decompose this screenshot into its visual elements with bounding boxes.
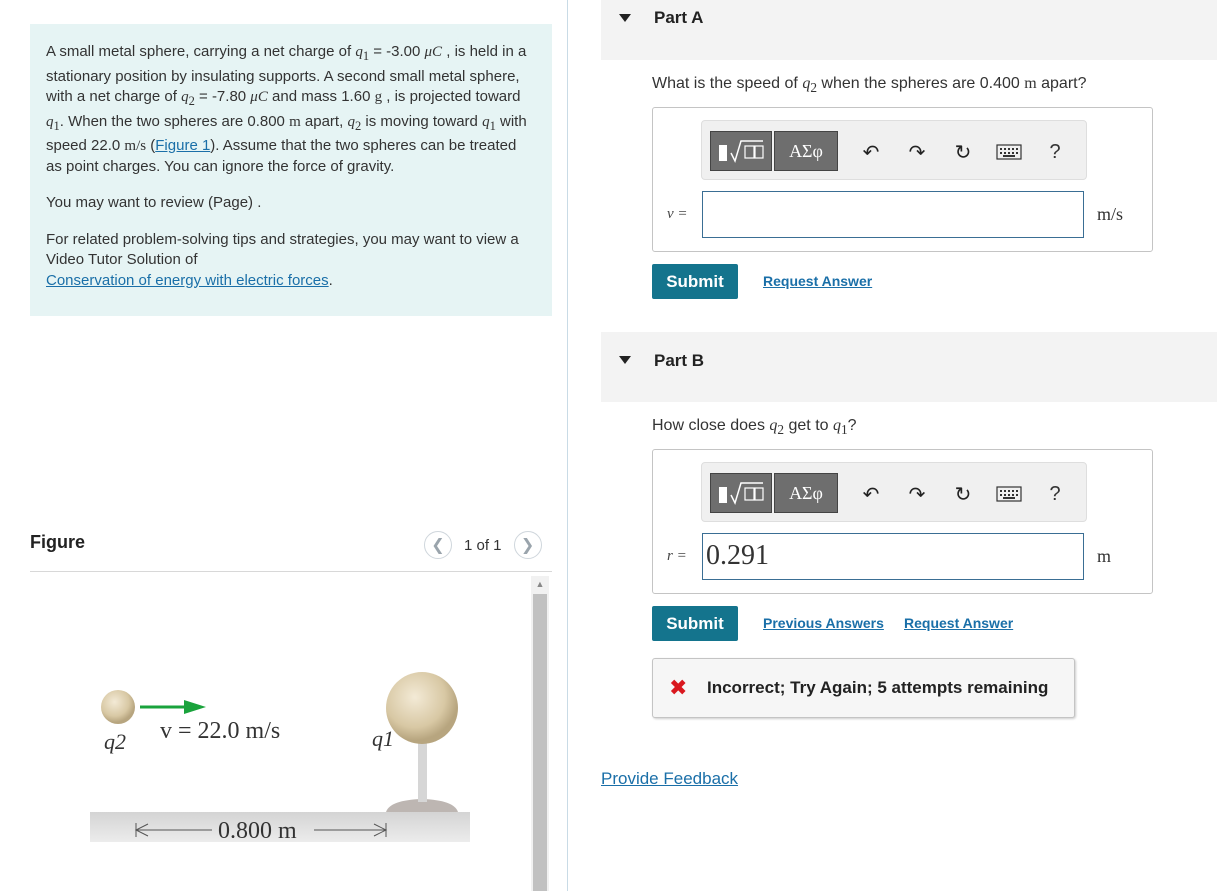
part-b-request-answer-link[interactable]: Request Answer (904, 615, 1014, 631)
figure-title: Figure (30, 532, 86, 552)
templates-button[interactable] (710, 131, 772, 171)
figure-1-link[interactable]: Figure 1 (155, 137, 211, 154)
help-icon[interactable]: ? (1049, 140, 1061, 163)
templates-button[interactable] (710, 473, 772, 513)
templates-icon (715, 137, 767, 165)
distance-label: 0.800 m (218, 818, 297, 844)
math-toolbar (701, 120, 1087, 180)
chevron-left-icon[interactable]: ❮ (424, 531, 452, 559)
figure-pager (424, 531, 542, 559)
incorrect-feedback-box (652, 658, 1075, 718)
velocity-arrow-head (184, 700, 206, 714)
part-a-submit-button[interactable]: Submit (652, 264, 738, 299)
part-a-question: What is the speed of $q_2$ when the spheres are 0.400 m apart? (652, 75, 1087, 96)
chevron-right-icon[interactable]: ❯ (514, 531, 542, 559)
redo-icon[interactable]: ↷ (908, 141, 926, 164)
var-label-v: v = (667, 206, 688, 222)
collapse-triangle-icon[interactable] (619, 14, 631, 22)
part-b-answer-box (652, 449, 1153, 594)
error-x-icon: ✖ (669, 675, 688, 700)
part-a-answer-input[interactable] (702, 191, 1084, 238)
math-toolbar (701, 462, 1087, 522)
reset-icon[interactable]: ↻ (954, 141, 972, 164)
label-q1: q1 (372, 726, 394, 751)
templates-icon (715, 479, 767, 507)
keyboard-icon[interactable] (994, 139, 1024, 165)
unit-label: m (1097, 546, 1112, 566)
review-text: You may want to review (Page) . (46, 194, 262, 211)
part-a-answer-box (652, 107, 1153, 252)
scroll-up-arrow-icon[interactable]: ▲ (535, 579, 545, 589)
label-q2: q2 (104, 729, 126, 754)
previous-answers-link[interactable]: Previous Answers (763, 615, 884, 631)
figure-scrollbar[interactable] (531, 576, 549, 891)
greek-symbols-button[interactable]: ΑΣφ (774, 131, 838, 171)
video-tutor-link[interactable]: Conservation of energy with electric forces (46, 271, 329, 289)
keyboard-icon[interactable] (994, 481, 1024, 507)
figure-header (30, 528, 552, 572)
greek-symbols-button[interactable]: ΑΣφ (774, 473, 838, 513)
panel-divider (567, 0, 568, 891)
sphere-q1 (386, 672, 458, 744)
reset-icon[interactable]: ↻ (954, 483, 972, 506)
problem-intro (30, 24, 552, 316)
video-tutor-text: For related problem-solving tips and strategies, you may want to view a Video Tutor Solution of Conservation of energy with electric forces. (46, 230, 519, 289)
part-b-submit-button[interactable]: Submit (652, 606, 738, 641)
part-a-title: Part A (654, 8, 704, 27)
feedback-text: Incorrect; Try Again; 5 attempts remaining (707, 678, 1049, 697)
speed-label: v = 22.0 m/s (160, 718, 281, 744)
figure-image (80, 660, 500, 891)
part-a-header[interactable] (601, 0, 1217, 60)
unit-label: m/s (1097, 204, 1124, 224)
undo-icon[interactable]: ↶ (862, 141, 880, 164)
problem-statement: A small metal sphere, carrying a net charge of $q_1 = -3.00$ μC , is held in a stationary position by insulating supports. A second small metal sphere, with a net charge of $q_2 = -7.80$ μC and mass 1.60 g , is projected toward $q_1$. When the two spheres are 0.800 m apart, $q_2$ is moving toward $q_1$ with speed 22.0 m/s (Figure 1). Assume that the two spheres can be treated as point charges. You can ignore the force of gravity. (46, 43, 527, 175)
provide-feedback-link[interactable]: Provide Feedback (601, 769, 739, 788)
var-label-r: r = (667, 548, 687, 564)
redo-icon[interactable]: ↷ (908, 483, 926, 506)
part-a-request-answer-link[interactable]: Request Answer (763, 273, 873, 289)
part-b-title: Part B (654, 351, 705, 370)
scroll-thumb[interactable] (533, 594, 547, 891)
collapse-triangle-icon[interactable] (619, 356, 631, 364)
pager-text: 1 of 1 (464, 536, 502, 554)
figure-svg (80, 660, 500, 891)
part-b-answer-input[interactable]: 0.291 (702, 533, 1084, 580)
undo-icon[interactable]: ↶ (862, 483, 880, 506)
help-icon[interactable]: ? (1049, 482, 1061, 505)
part-b-question: How close does $q_2$ get to $q_1$? (652, 417, 857, 438)
part-b-header[interactable] (601, 332, 1217, 402)
sphere-q2 (101, 690, 135, 724)
